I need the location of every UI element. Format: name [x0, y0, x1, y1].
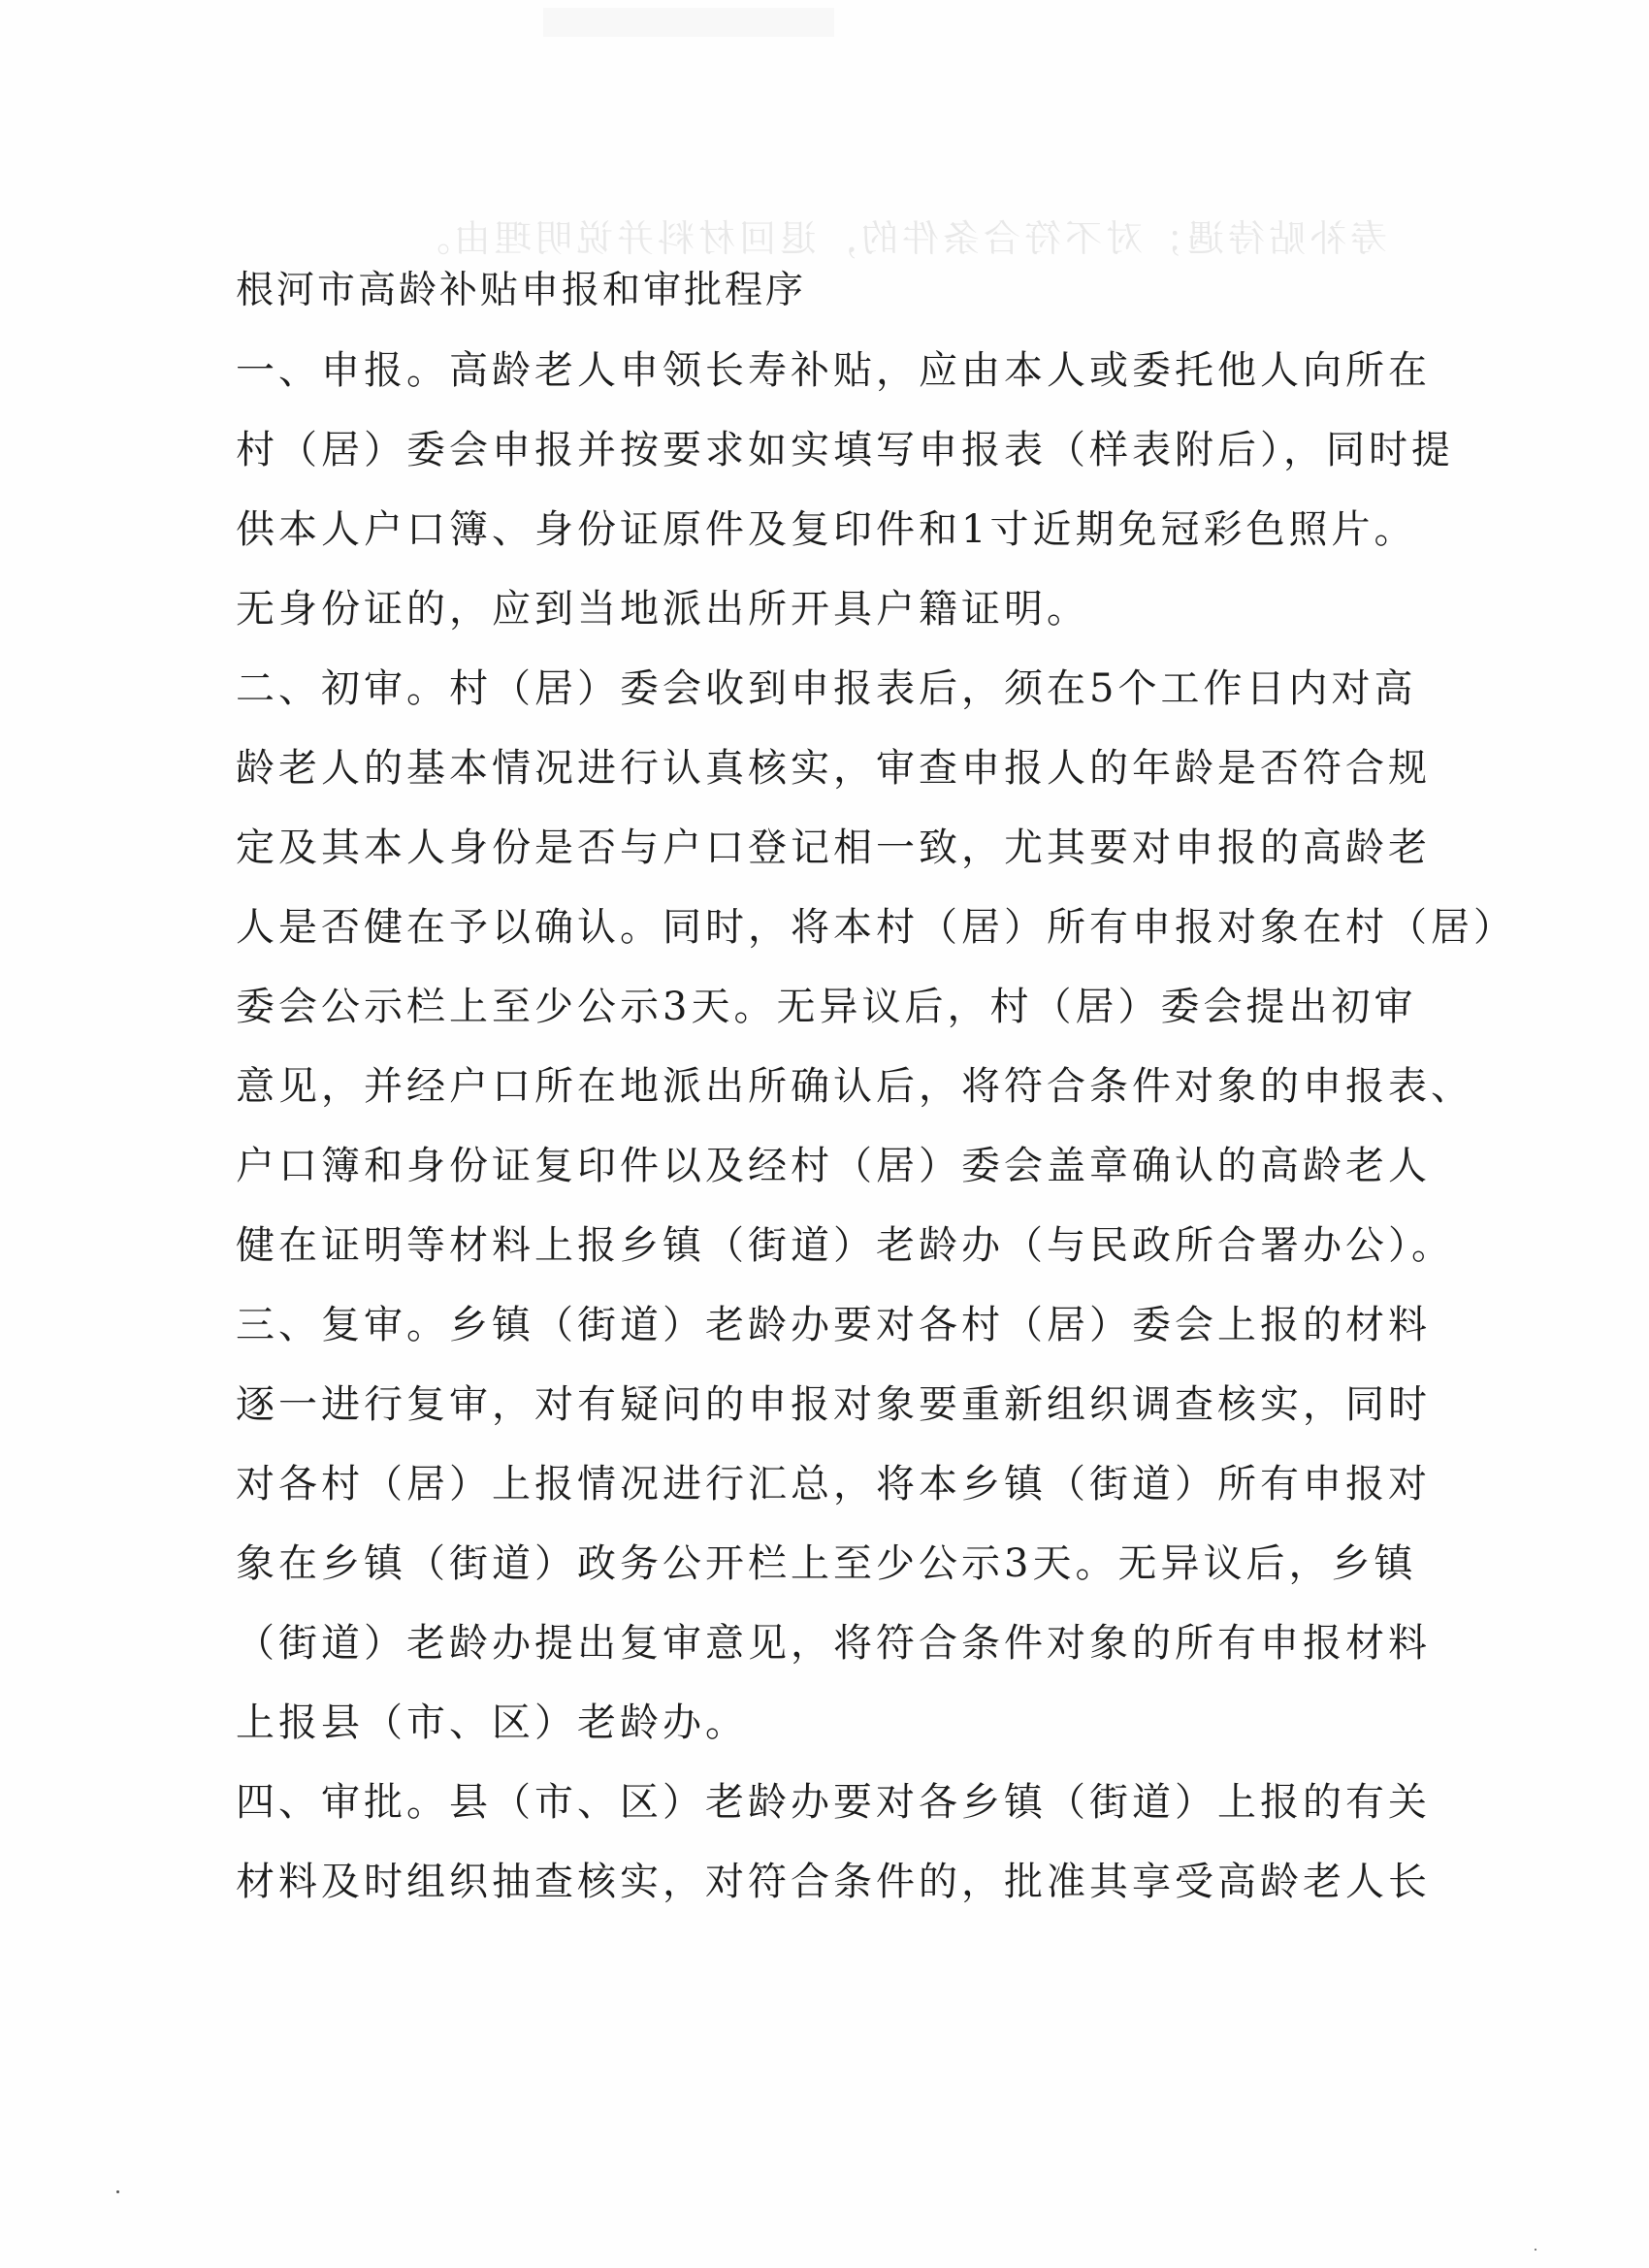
paragraph-line: 村（居）委会申报并按要求如实填写申报表（样表附后），同时提: [236, 428, 1454, 472]
paragraph-line: 象在乡镇（街道）政务公开栏上至少公示3天。无异议后，乡镇: [236, 1541, 1417, 1586]
paragraph-line: （街道）老龄办提出复审意见，将符合条件对象的所有申报材料: [236, 1621, 1431, 1666]
paragraph-line: 一、申报。高龄老人申领长寿补贴，应由本人或委托他人向所在: [236, 348, 1431, 393]
paragraph-line: 三、复审。乡镇（街道）老龄办要对各村（居）委会上报的材料: [236, 1303, 1431, 1347]
paragraph-line: 定及其本人身份是否与户口登记相一致，尤其要对申报的高龄老: [236, 826, 1431, 870]
paragraph-line: 意见，并经户口所在地派出所确认后，将符合条件对象的申报表、: [236, 1064, 1473, 1109]
scan-smudge: [543, 8, 834, 37]
paragraph-line: 供本人户口簿、身份证原件及复印件和1寸近期免冠彩色照片。: [236, 507, 1417, 552]
paragraph-line: 二、初审。村（居）委会收到申报表后，须在5个工作日内对高: [236, 666, 1417, 711]
paragraph-line: 健在证明等材料上报乡镇（街道）老龄办（与民政所合署办公）。: [236, 1223, 1454, 1268]
paragraph-line: 上报县（市、区）老龄办。: [236, 1701, 748, 1745]
paragraph-line: 对各村（居）上报情况进行汇总，将本乡镇（街道）所有申报对: [236, 1462, 1431, 1507]
paragraph-line: 龄老人的基本情况进行认真核实，审查申报人的年龄是否符合规: [236, 746, 1431, 791]
scan-speck: [116, 2190, 119, 2193]
paragraph-line: 无身份证的，应到当地派出所开具户籍证明。: [236, 587, 1089, 632]
bleed-through-text: 寿补贴待遇；对不符合条件的，退回材料并说明理由。: [408, 217, 1387, 260]
document-title: 根河市高龄补贴申报和审批程序: [236, 269, 807, 312]
paragraph-line: 人是否健在予以确认。同时，将本村（居）所有申报对象在村（居）: [236, 905, 1516, 950]
paragraph-line: 逐一进行复审，对有疑问的申报对象要重新组织调查核实，同时: [236, 1382, 1431, 1427]
paragraph-line: 户口簿和身份证复印件以及经村（居）委会盖章确认的高龄老人: [236, 1144, 1431, 1188]
scan-speck: [1535, 2249, 1536, 2251]
document-body: [236, 267, 1516, 1937]
paragraph-line: 材料及时组织抽查核实，对符合条件的，批准其享受高龄老人长: [236, 1860, 1431, 1904]
paragraph-line: 四、审批。县（市、区）老龄办要对各乡镇（街道）上报的有关: [236, 1780, 1431, 1825]
paragraph-line: 委会公示栏上至少公示3天。无异议后，村（居）委会提出初审: [236, 985, 1417, 1029]
